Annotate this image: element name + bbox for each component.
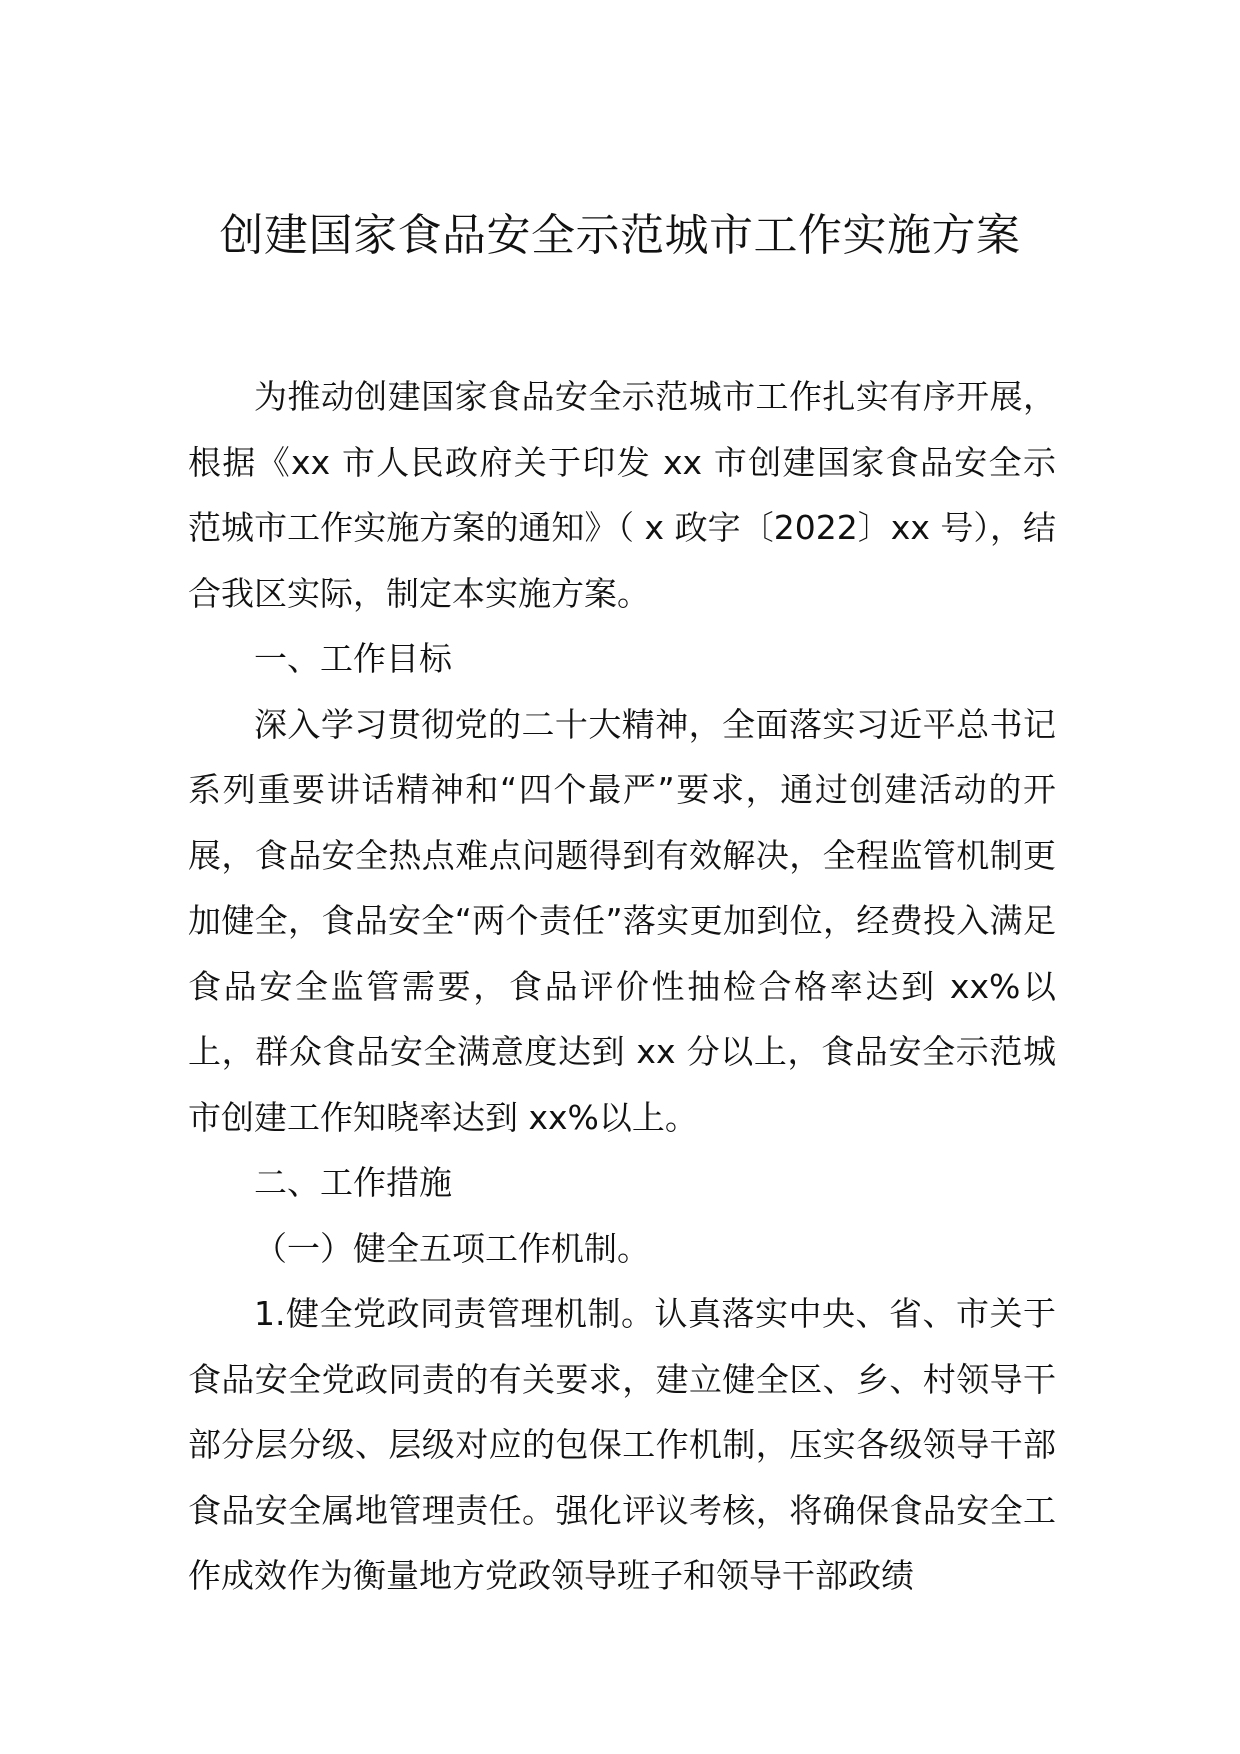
mechanism-paragraph-1: 1.健全党政同责管理机制。认真落实中央、省、市关于食品安全党政同责的有关要求，建立健全区、乡、村领导干部分层分级、层级对应的包保工作机制，压实各级领导干部食品安全属地管理责任。强化评议考核，将确保食品安全工作成效作为衡量地方党政领导班子和领导干部政绩: [188, 1294, 1056, 1595]
section-heading-goals: 一、工作目标: [254, 639, 452, 678]
document-body: [188, 364, 1056, 1609]
goals-paragraph: 深入学习贯彻党的二十大精神，全面落实习近平总书记系列重要讲话精神和“四个最严”要求，通过创建活动的开展，食品安全热点难点问题得到有效解决，全程监管机制更加健全，食品安全“两个责任”落实更加到位，经费投入满足食品安全监管需要，食品评价性抽检合格率达到 xx%以上，群众食品安全满意度达到 xx 分以上，食品安全示范城市创建工作知晓率达到 xx%以上。: [188, 704, 1056, 1137]
subsection-heading-mechanisms: （一）健全五项工作机制。: [254, 1228, 650, 1268]
section-heading-measures: 二、工作措施: [254, 1163, 452, 1202]
intro-paragraph: 为推动创建国家食品安全示范城市工作扎实有序开展，根据《xx 市人民政府关于印发 xx 市创建国家食品安全示范城市工作实施方案的通知》（ x 政字〔2022〕xx 号），结合我区实际，制定本实施方案。: [188, 377, 1056, 613]
document-title: 创建国家食品安全示范城市工作实施方案: [219, 210, 1021, 261]
